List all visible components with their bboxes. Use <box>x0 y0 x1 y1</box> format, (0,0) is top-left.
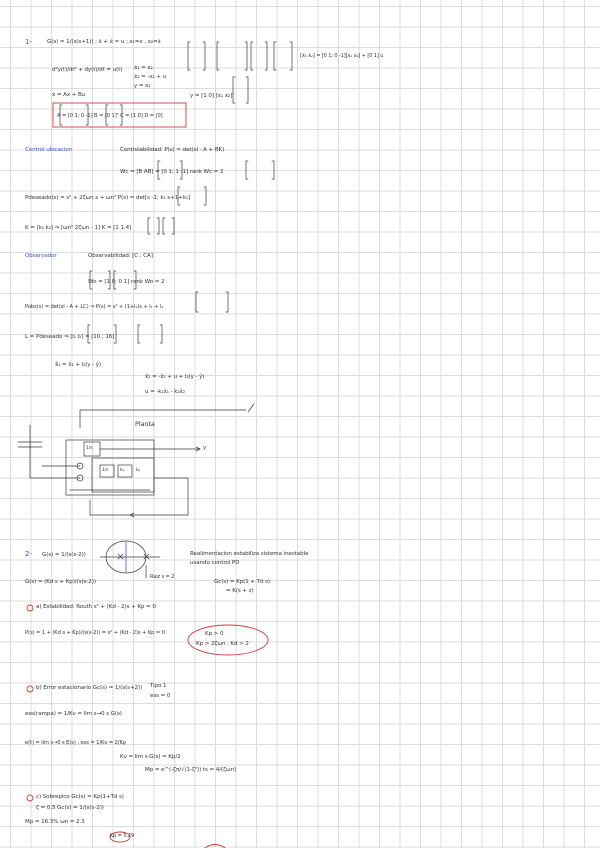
diagram-output-label: y <box>203 445 207 451</box>
gain-k2-label: k₂ <box>136 468 141 473</box>
state-eq-2: ẋ₂ = -x₂ + u <box>134 74 166 80</box>
section-control-title: Control ubicacion <box>25 147 73 153</box>
ode-line: d²y(t)/dt² + dy(t)/dt = u(t) <box>52 67 123 73</box>
open-loop-tf: G(s) = 1/(s(s-2)) <box>42 552 86 558</box>
root-label: Raiz s = 2 <box>150 574 175 580</box>
observability-line: Observabilidad: [C ; CA] <box>88 253 153 259</box>
integrator-2-label: 1/s <box>102 468 109 473</box>
observer-gain-result: L = Pdeseado ⇒ [l₁ l₂] = [10 ; 16] <box>25 334 115 340</box>
controllability-matrix: Wc = [B AB] = [0 1; 1 -1] rank Wc = 2 <box>120 169 224 175</box>
section-observer-title: Observador <box>25 253 57 259</box>
observer-eq-1: ẋ̂₁ = x̂₂ + l₁(y - ŷ) <box>55 362 102 368</box>
controllability-line: Controlabilidad: P(s) = det(sI - A + BK) <box>120 147 225 153</box>
state-eq-1: ẋ₁ = x₂ <box>134 65 153 71</box>
overshoot-formula: Mp = e^(-ζπ/√(1-ζ²)) ts = 4/(ζωn) <box>145 767 237 773</box>
item-c-overshoot: c) Sobrepico Gc(s) = Kp(1+Td s) <box>36 794 124 800</box>
item-b-error: b) Error estacionario Gc(s) = 1/(s(s+2)) <box>36 685 143 691</box>
ramp-error: ess(rampa) = 1/Kv = lim s→0 s G(s) <box>25 711 122 717</box>
circled-condition-2: Kp > 2ζωn , Kd > 2 <box>196 641 249 647</box>
observer-eq-2: ẋ̂₂ = -x̂₂ + u + l₂(y - ŷ) <box>145 374 205 380</box>
pd-controller: Gc(s) = Kp(1 + Td s) <box>214 579 270 585</box>
control-law: u = -k₁x̂₁ - k₂x̂₂ <box>145 389 185 395</box>
note-line-1: Realimentacion estabiliza sistema inestable <box>190 551 309 557</box>
problem-1-number: 1- <box>25 38 32 46</box>
gain-k1-label: k₁ <box>120 468 125 473</box>
final-value-error: e(t) = lim s→0 s E(s) : ess = 1/Kv = 2/Kp <box>25 740 126 746</box>
plant-block-label: Planta <box>135 420 155 428</box>
gain-vector-result: K = [k₁ k₂] ⇒ [ωn² 2ζωn - 1] K = [1 1.4] <box>25 225 132 231</box>
note-line-2: usando control PD <box>190 560 240 566</box>
state-space-form: ẋ = Ax + Bu <box>52 92 86 98</box>
boxed-matrices: A = [0 1; 0 -1] B = [0 1]ᵀ C = [1 0] D = [0] <box>57 113 163 119</box>
system-type: Tipo 1 <box>150 683 167 689</box>
observer-polynomial: Pobs(s) = det(sI - A + LC) ⇒ P(s) = s² + (1+l₁)s + l₁ + l₂ <box>25 304 164 310</box>
pd-controller-zero: = K(s + z) <box>226 588 254 594</box>
steady-state-zero: ess = 0 <box>150 693 171 699</box>
state-vector-equation: [ẋ₁ ẋ₂] = [0 1; 0 -1][x₁ x₂] + [0 1] u <box>300 53 384 59</box>
output-matrix-line: y = [1 0] [x₁ x₂]ᵀ <box>190 93 235 99</box>
final-gain-circled: Kp = 5.29 <box>110 833 135 839</box>
transfer-function-line: G(s) = 1/(s(s+1)) ; ẍ + ẋ = u ; x₁=x , x₂=ẋ <box>47 39 161 45</box>
characteristic-eq: P(s) = 1 + (Kd s + Kp)/(s(s-2)) = s² + (Kd - 2)s + Kp = 0 <box>25 630 165 636</box>
item-a-stability: a) Estabilidad: Routh s² + (Kd - 2)s + Kp = 0 <box>36 604 156 610</box>
problem-2-number: 2- <box>25 550 32 558</box>
damping-line: ζ = 0.5 Gc(s) = 1/(s(s-2)) <box>36 805 104 811</box>
observability-matrix: Wo = [1 0; 0 1] rank Wo = 2 <box>88 279 165 285</box>
integrator-1-label: 1/s <box>86 446 93 451</box>
pd-transfer-function: G(s) = (Kd s + Kp)/(s(s-2)) <box>25 579 96 585</box>
output-eq: y = x₁ <box>134 83 151 89</box>
circled-condition-1: Kp > 0 <box>205 631 224 637</box>
overshoot-values: Mp = 16.3% ωn = 2.3 <box>25 819 85 825</box>
desired-polynomial: Pdeseado(s) = s² + 2ζωn s + ωn² P(s) = det[s -1; k₁ s+1+k₂] <box>25 195 191 201</box>
velocity-constant: Kv = lim s·G(s) = Kp/2 <box>120 754 181 760</box>
